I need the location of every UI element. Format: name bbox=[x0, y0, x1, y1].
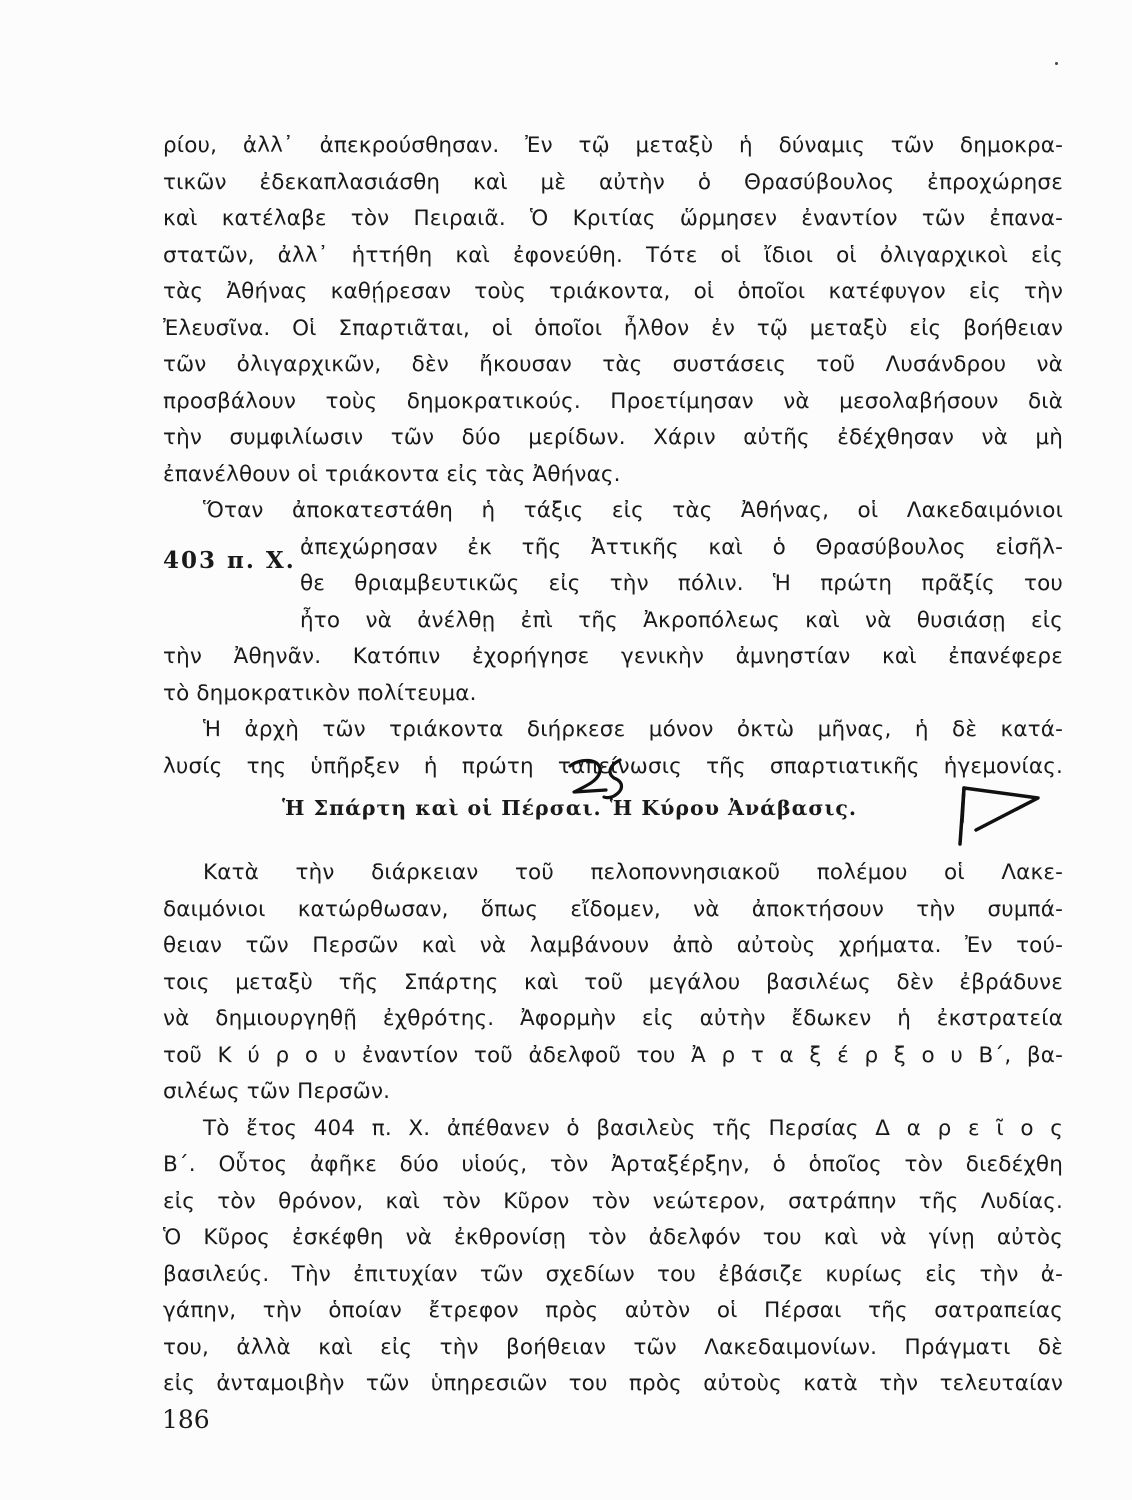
text-block-top bbox=[163, 128, 1063, 785]
text-line: τῶν ὀλιγαρχικῶν, δὲν ἤκουσαν τὰς συστάσεις τοῦ Λυσάνδρου νὰ bbox=[163, 352, 1063, 377]
section-heading: Ἡ Σπάρτη καὶ οἱ Πέρσαι. Ἡ Κύρου Ἀνάβασις. bbox=[282, 796, 858, 820]
handwritten-annotation bbox=[560, 752, 1060, 852]
text-line: ἀπεχώρησαν ἐκ τῆς Ἀττικῆς καὶ ὁ Θρασύβουλος εἰσῆλ- bbox=[300, 534, 1063, 560]
text-line: Β΄. Οὗτος ἀφῆκε δύο υἱούς, τὸν Ἀρταξέρξην, ὁ ὁποῖος τὸν διεδέχθη bbox=[163, 1152, 1063, 1177]
paper-speck bbox=[1055, 62, 1058, 65]
text-line: Ἐλευσῖνα. Οἱ Σπαρτιᾶται, οἱ ὁποῖοι ἦλθον ἐν τῷ μεταξὺ εἰς βοήθειαν bbox=[163, 315, 1063, 341]
text-line: τὸ δημοκρατικὸν πολίτευμα. bbox=[163, 680, 477, 706]
triangle-mark bbox=[960, 788, 1038, 844]
text-line: καὶ κατέλαβε τὸν Πειραιᾶ. Ὁ Κριτίας ὥρμησεν ἐναντίον τῶν ἐπανα- bbox=[163, 206, 1063, 231]
text-line: τοῦ Κ ύ ρ ο υ ἐναντίον τοῦ ἀδελφοῦ του Ἀ ρ τ α ξ έ ρ ξ ο υ Β΄, βα- bbox=[163, 1042, 1063, 1068]
text-line: του, ἀλλὰ καὶ εἰς τὴν βοήθειαν τῶν Λακεδαιμονίων. Πράγματι δὲ bbox=[163, 1334, 1063, 1360]
text-line: Τὸ ἔτος 404 π. Χ. ἀπέθανεν ὁ βασιλεὺς τῆς Περσίας Δ α ρ ε ῖ ο ς bbox=[203, 1115, 1063, 1141]
text-block-bottom bbox=[163, 855, 1063, 1403]
text-line: Κατὰ τὴν διάρκειαν τοῦ πελοποννησιακοῦ πολέμου οἱ Λακε- bbox=[203, 860, 1063, 885]
text-line: εἰς ἀνταμοιβὴν τῶν ὑπηρεσιῶν του πρὸς αὐτοὺς κατὰ τὴν τελευταίαν bbox=[163, 1371, 1063, 1396]
text-line: δαιμόνιοι κατώρθωσαν, ὅπως εἴδομεν, νὰ ἀποκτήσουν τὴν συμπά- bbox=[163, 896, 1063, 922]
text-line: ρίου, ἀλλ᾽ ἀπεκρούσθησαν. Ἐν τῷ μεταξὺ ἡ δύναμις τῶν δημοκρα- bbox=[163, 133, 1063, 158]
text-line: τὴν Ἀθηνᾶν. Κατόπιν ἐχορήγησε γενικὴν ἀμνηστίαν καὶ ἐπανέφερε bbox=[163, 644, 1063, 669]
text-line: τὰς Ἀθήνας καθῄρεσαν τοὺς τριάκοντα, οἱ ὁποῖοι κατέφυγον εἰς τὴν bbox=[163, 279, 1063, 304]
text-line: ἐπανέλθουν οἱ τριάκοντα εἰς τὰς Ἀθήνας. bbox=[163, 461, 621, 487]
text-line: ἦτο νὰ ἀνέλθῃ ἐπὶ τῆς Ἀκροπόλεως καὶ νὰ θυσιάσῃ εἰς bbox=[300, 607, 1063, 633]
text-line: Ὁ Κῦρος ἐσκέφθη νὰ ἐκθρονίσῃ τὸν ἀδελφόν του καὶ νὰ γίνῃ αὐτὸς bbox=[163, 1225, 1063, 1250]
text-line: λυσίς της ὑπῆρξεν ἡ πρώτη ταπείνωσις τῆς σπαρτιατικῆς ἡγεμονίας. bbox=[163, 753, 1063, 779]
text-line: τικῶν ἐδεκαπλασιάσθη καὶ μὲ αὐτὴν ὁ Θρασύβουλος ἐπροχώρησε bbox=[163, 169, 1063, 195]
text-line: προσβάλουν τοὺς δημοκρατικούς. Προετίμησαν νὰ μεσολαβήσουν διὰ bbox=[163, 388, 1063, 414]
text-line: νὰ δημιουργηθῇ ἐχθρότης. Ἀφορμὴν εἰς αὐτὴν ἔδωκεν ἡ ἐκστρατεία bbox=[163, 1006, 1063, 1031]
handwritten-number-mark bbox=[570, 760, 622, 798]
text-line: Ὅταν ἀποκατεστάθη ἡ τάξις εἰς τὰς Ἀθήνας, οἱ Λακεδαιμόνιοι bbox=[203, 498, 1063, 523]
text-line: σιλέως τῶν Περσῶν. bbox=[163, 1079, 391, 1104]
text-line: τὴν συμφιλίωσιν τῶν δύο μερίδων. Χάριν αὐτῆς ἐδέχθησαν νὰ μὴ bbox=[163, 425, 1063, 450]
page-number: 186 bbox=[162, 1405, 210, 1434]
margin-date-note: 403 π. Χ. bbox=[163, 547, 296, 574]
text-line: θε θριαμβευτικῶς εἰς τὴν πόλιν. Ἡ πρώτη πρᾶξίς του bbox=[300, 571, 1063, 596]
text-line: γάπην, τὴν ὁποίαν ἔτρεφον πρὸς αὐτὸν οἱ Πέρσαι τῆς σατραπείας bbox=[163, 1298, 1063, 1323]
text-line: εἰς τὸν θρόνον, καὶ τὸν Κῦρον τὸν νεώτερον, σατράπην τῆς Λυδίας. bbox=[163, 1188, 1063, 1214]
text-line: θειαν τῶν Περσῶν καὶ νὰ λαμβάνουν ἀπὸ αὐτοὺς χρήματα. Ἐν τού- bbox=[163, 933, 1063, 958]
text-line: βασιλεύς. Τὴν ἐπιτυχίαν τῶν σχεδίων του ἐβάσιζε κυρίως εἰς τὴν ἀ- bbox=[163, 1261, 1063, 1287]
text-line: στατῶν, ἀλλ᾽ ἡττήθη καὶ ἐφονεύθη. Τότε οἱ ἴδιοι οἱ ὀλιγαρχικοὶ εἰς bbox=[163, 242, 1063, 268]
text-line: τοις μεταξὺ τῆς Σπάρτης καὶ τοῦ μεγάλου βασιλέως δὲν ἐβράδυνε bbox=[163, 969, 1063, 995]
text-line: Ἡ ἀρχὴ τῶν τριάκοντα διήρκεσε μόνον ὀκτὼ μῆνας, ἡ δὲ κατά- bbox=[203, 717, 1063, 742]
